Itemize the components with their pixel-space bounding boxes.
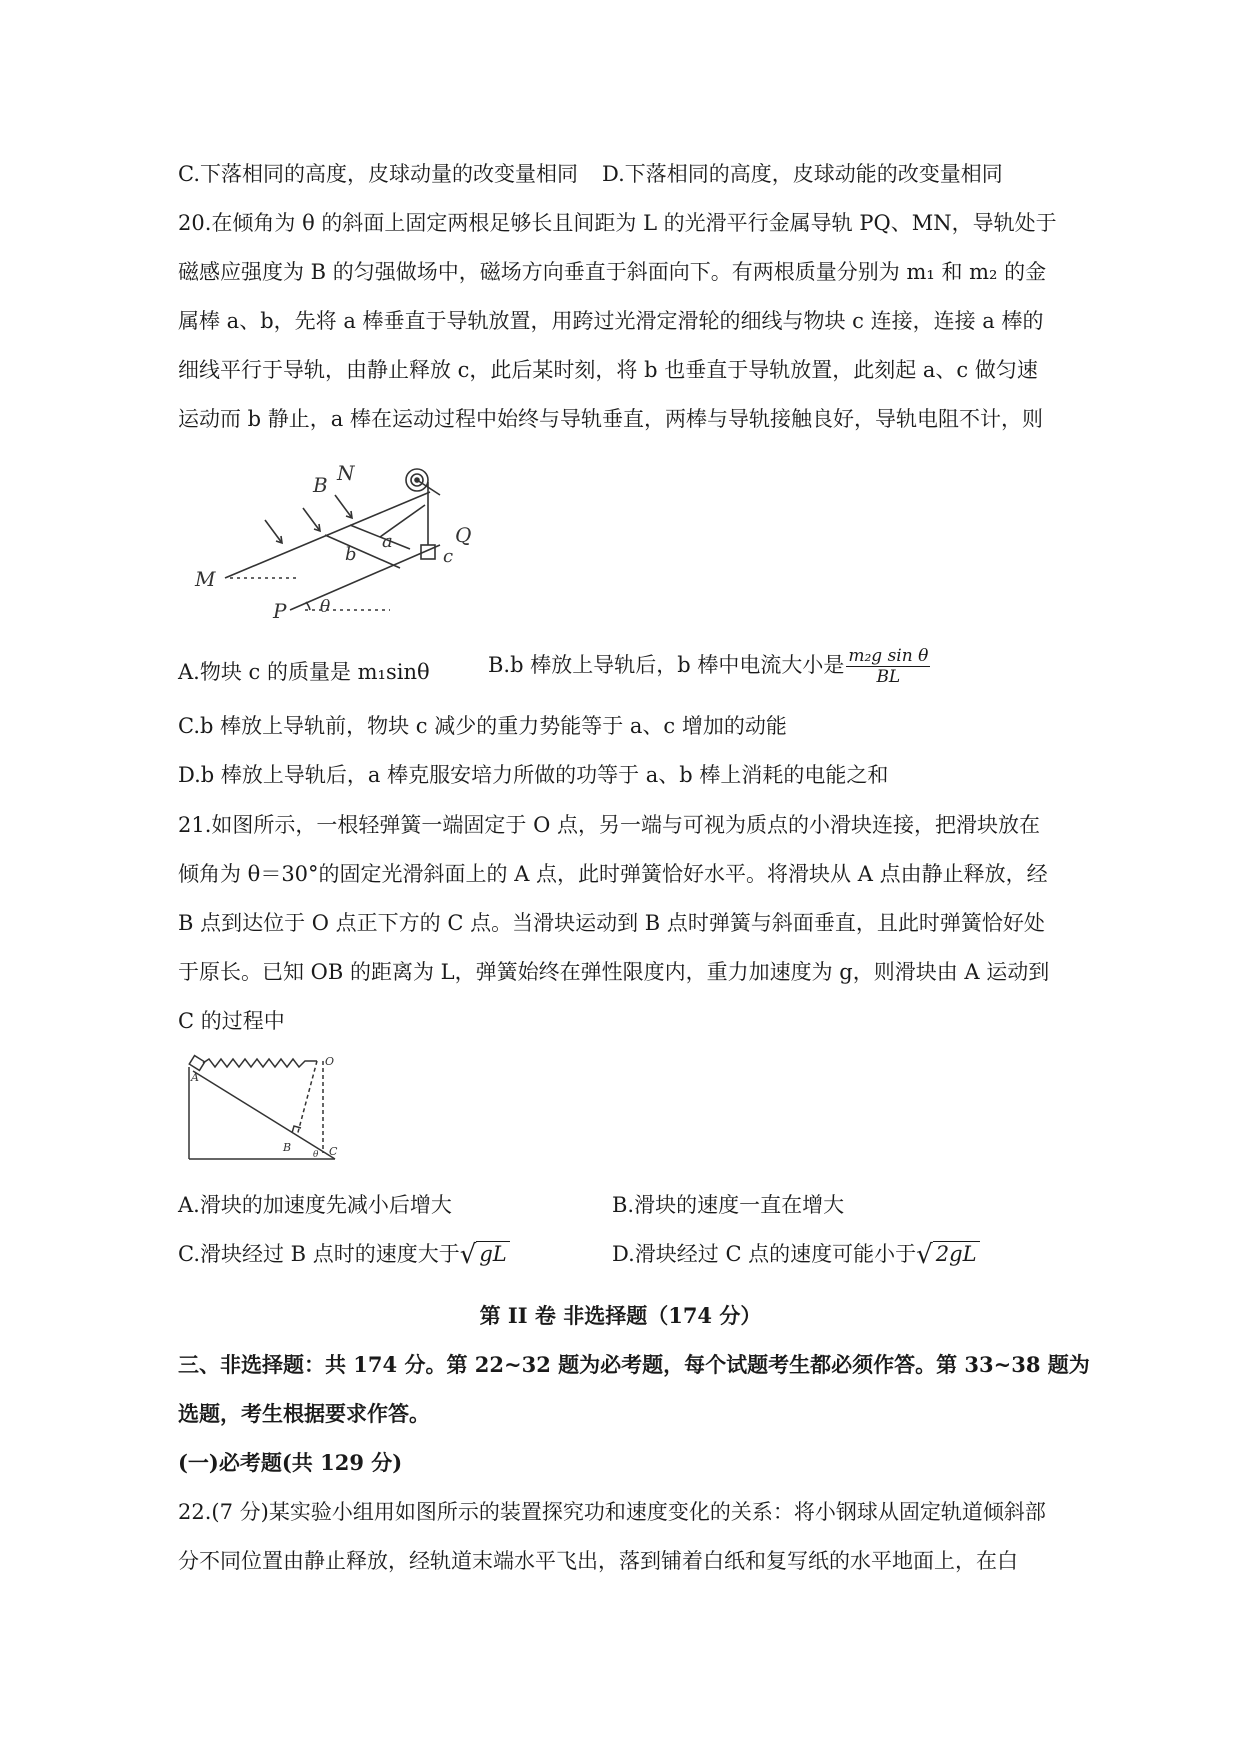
q20-option-b <box>488 646 930 687</box>
q22-text-line-2: 分不同位置由静止释放，经轨道末端水平飞出，落到铺着白纸和复写纸的水平地面上，在白 <box>178 1549 1018 1573</box>
section-2-intro-line-2: 选题，考生根据要求作答。 <box>178 1401 430 1426</box>
label-c: c <box>443 546 454 567</box>
fraction-numerator: m₂g sin θ <box>848 646 929 666</box>
label-Q: Q <box>455 523 472 547</box>
q20-text-line-3: 属棒 a、b，先将 a 棒垂直于导轨放置，用跨过光滑定滑轮的细线与物块 c 连接，连接 a 棒的 <box>178 309 1044 333</box>
label-B: B <box>313 473 328 497</box>
incline-slope <box>193 1071 335 1159</box>
q20-option-b-fraction <box>846 646 930 687</box>
sqrt-2gl: √ 2gL <box>916 1240 979 1269</box>
section-2-subheading: (一)必考题(共 129 分) <box>178 1450 403 1475</box>
label-B: B <box>283 1141 292 1154</box>
q22-text-line-1: 22.(7 分)某实验小组用如图所示的装置探究功和速度变化的关系：将小钢球从固定轨道倾斜部 <box>178 1500 1046 1524</box>
q21-option-b: B.滑块的速度一直在增大 <box>612 1193 845 1217</box>
rail-mn <box>225 492 430 578</box>
q19-option-c: C.下落相同的高度，皮球动量的改变量相同 <box>178 162 578 186</box>
q20-option-d: D.b 棒放上导轨后，a 棒克服安培力所做的功等于 a、b 棒上消耗的电能之和 <box>178 763 889 787</box>
label-O: O <box>325 1055 335 1068</box>
theta-arc <box>306 602 310 610</box>
fraction-denominator: BL <box>876 667 901 687</box>
q21-option-c <box>178 1240 510 1269</box>
q20-rail-diagram <box>185 450 505 625</box>
q20-option-a: A.物块 c 的质量是 m₁sinθ <box>178 660 430 684</box>
q21-incline-spring-diagram <box>185 1055 345 1165</box>
q21-text-line-2: 倾角为 θ＝30°的固定光滑斜面上的 A 点，此时弹簧恰好水平。将滑块从 A 点由静止释放，经 <box>178 862 1048 886</box>
label-a: a <box>382 531 393 552</box>
field-arrow <box>303 508 320 531</box>
section-2-intro-line-1: 三、非选择题：共 174 分。第 22~32 题为必考题，每个试题考生都必须作答。第 33~38 题为 <box>178 1352 1090 1377</box>
sqrt-gl: √ gL <box>460 1240 510 1269</box>
rail-pq <box>290 545 440 610</box>
q19-option-d: D.下落相同的高度，皮球动能的改变量相同 <box>602 162 1003 186</box>
q21-option-c-text: C.滑块经过 B 点时的速度大于 <box>178 1242 460 1266</box>
label-M: M <box>195 567 216 591</box>
q20-option-b-text: B.b 棒放上导轨后，b 棒中电流大小是 <box>488 653 845 677</box>
field-arrow <box>265 520 282 543</box>
spring <box>203 1059 317 1067</box>
label-theta: θ <box>320 597 331 617</box>
label-N: N <box>337 461 355 485</box>
label-A: A <box>191 1071 199 1084</box>
q21-option-a: A.滑块的加速度先减小后增大 <box>178 1193 452 1217</box>
label-P: P <box>273 599 287 623</box>
q21-text-line-5: C 的过程中 <box>178 1009 285 1033</box>
q21-option-d-text: D.滑块经过 C 点的速度可能小于 <box>612 1242 917 1266</box>
q19-options-cd <box>178 160 1068 188</box>
q20-text-line-2: 磁感应强度为 B 的匀强做场中，磁场方向垂直于斜面向下。有两根质量分别为 m₁ 和 m₂ 的金 <box>178 260 1047 284</box>
field-arrow <box>335 495 352 518</box>
q20-option-c: C.b 棒放上导轨前，物块 c 减少的重力势能等于 a、c 增加的动能 <box>178 714 787 738</box>
label-theta: θ <box>313 1150 319 1160</box>
q20-text-line-1: 20.在倾角为 θ 的斜面上固定两根足够长且间距为 L 的光滑平行金属导轨 PQ、MN，导轨处于 <box>178 211 1057 235</box>
line-ob <box>297 1061 317 1136</box>
q21-text-line-3: B 点到达位于 O 点正下方的 C 点。当滑块运动到 B 点时弹簧与斜面垂直，且此时弹簧恰好处 <box>178 911 1045 935</box>
q21-option-d <box>612 1240 980 1269</box>
q20-text-line-4: 细线平行于导轨，由静止释放 c，此后某时刻，将 b 也垂直于导轨放置，此刻起 a、c 做匀速 <box>178 358 1038 382</box>
slider-block <box>189 1056 204 1071</box>
q21-text-line-4: 于原长。已知 OB 的距离为 L，弹簧始终在弹性限度内，重力加速度为 g，则滑块由 A 运动到 <box>178 960 1050 984</box>
section-2-title: 第 II 卷 非选择题（174 分） <box>479 1303 762 1328</box>
q20-text-line-5: 运动而 b 静止，a 棒在运动过程中始终与导轨垂直，两棒与导轨接触良好，导轨电阻不计，则 <box>178 407 1043 431</box>
label-b: b <box>345 544 357 565</box>
q21-text-line-1: 21.如图所示，一根轻弹簧一端固定于 O 点，另一端与可视为质点的小滑块连接，把滑块放在 <box>178 813 1040 837</box>
right-angle-mark <box>292 1126 301 1133</box>
label-C: C <box>329 1145 338 1158</box>
